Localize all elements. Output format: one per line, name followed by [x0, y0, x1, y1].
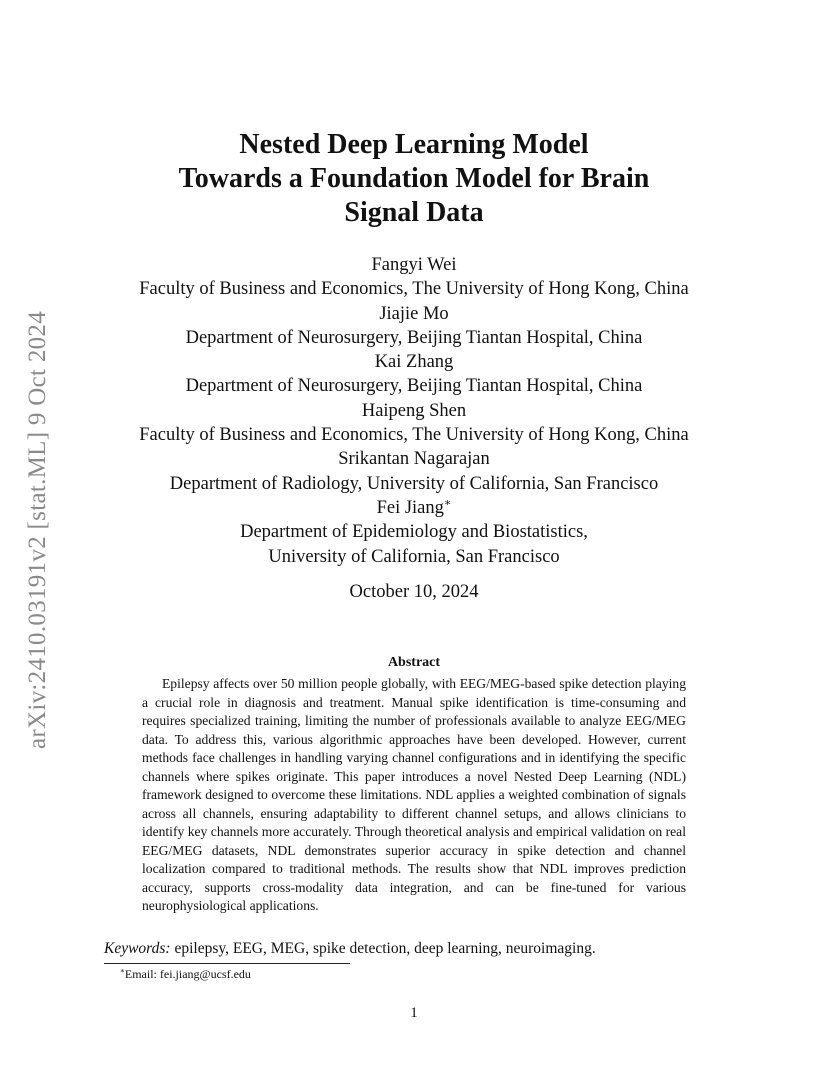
title-line: Nested Deep Learning Model: [239, 129, 589, 160]
author-affiliation: Faculty of Business and Economics, The University of Hong Kong, China: [139, 279, 689, 300]
author-name: Fei Jiang: [376, 497, 444, 518]
author-name: Kai Zhang: [374, 352, 454, 373]
author-affiliation: Department of Neurosurgery, Beijing Tiantan Hospital, China: [185, 376, 643, 397]
author-affiliation: Department of Radiology, University of California, San Francisco: [169, 473, 659, 494]
paper-title: [0, 128, 828, 230]
publication-date: October 10, 2024: [349, 582, 479, 602]
title-line: Signal Data: [344, 197, 484, 228]
author-block: [0, 253, 828, 569]
page-number: 1: [410, 1005, 418, 1021]
abstract-body: Epilepsy affects over 50 million people globally, with EEG/MEG-based spike detection playing a crucial role in diagnosis and treatment. Manual spike identification is time-consuming and requires specialized training, limiting the number of professionals available to analyze EEG/MEG data. To address this, various algorithmic approaches have been developed. However, current methods face challenges in handling varying channel configurations and in identifying the specific channels where spikes originate. This paper introduces a novel Nested Deep Learning (NDL) framework designed to overcome these limitations. NDL applies a weighted combination of signals across all channels, ensuring adaptability to different channel setups, and allows clinicians to identify key channels more accurately. Through theoretical analysis and empirical validation on real EEG/MEG datasets, NDL demonstrates superior accuracy in spike detection and channel localization compared to traditional methods. The results show that NDL improves prediction accuracy, supports cross-modality data integration, and can be fine-tuned for various neurophysiological applications.: [142, 676, 686, 913]
footnote-divider: [104, 963, 350, 964]
footnote-email: Email: fei.jiang@ucsf.edu: [124, 967, 251, 981]
author-affiliation: Faculty of Business and Economics, The University of Hong Kong, China: [139, 425, 689, 446]
keywords-label: Keywords:: [104, 940, 171, 957]
author-affiliation: Department of Epidemiology and Biostatistics,: [240, 522, 588, 543]
keywords-line: [104, 940, 596, 958]
footnote: [120, 967, 251, 982]
author-affiliation: University of California, San Francisco: [268, 546, 560, 567]
author-name-corresponding: [0, 496, 828, 520]
abstract-heading: Abstract: [387, 655, 441, 670]
author-name: Srikantan Nagarajan: [338, 449, 490, 470]
keywords-text: epilepsy, EEG, MEG, spike detection, deep learning, neuroimaging.: [170, 940, 596, 957]
author-name: Fangyi Wei: [371, 255, 457, 275]
footnote-mark: ∗: [120, 967, 125, 975]
author-name: Jiajie Mo: [379, 303, 449, 324]
author-affiliation: Department of Neurosurgery, Beijing Tiantan Hospital, China: [185, 327, 643, 348]
title-line: Towards a Foundation Model for Brain: [178, 163, 650, 194]
author-name: Haipeng Shen: [361, 400, 467, 421]
arxiv-identifier: arXiv:2410.03191v2 [stat.ML] 9 Oct 2024: [24, 310, 51, 750]
corresponding-author-mark: ∗: [443, 496, 452, 509]
